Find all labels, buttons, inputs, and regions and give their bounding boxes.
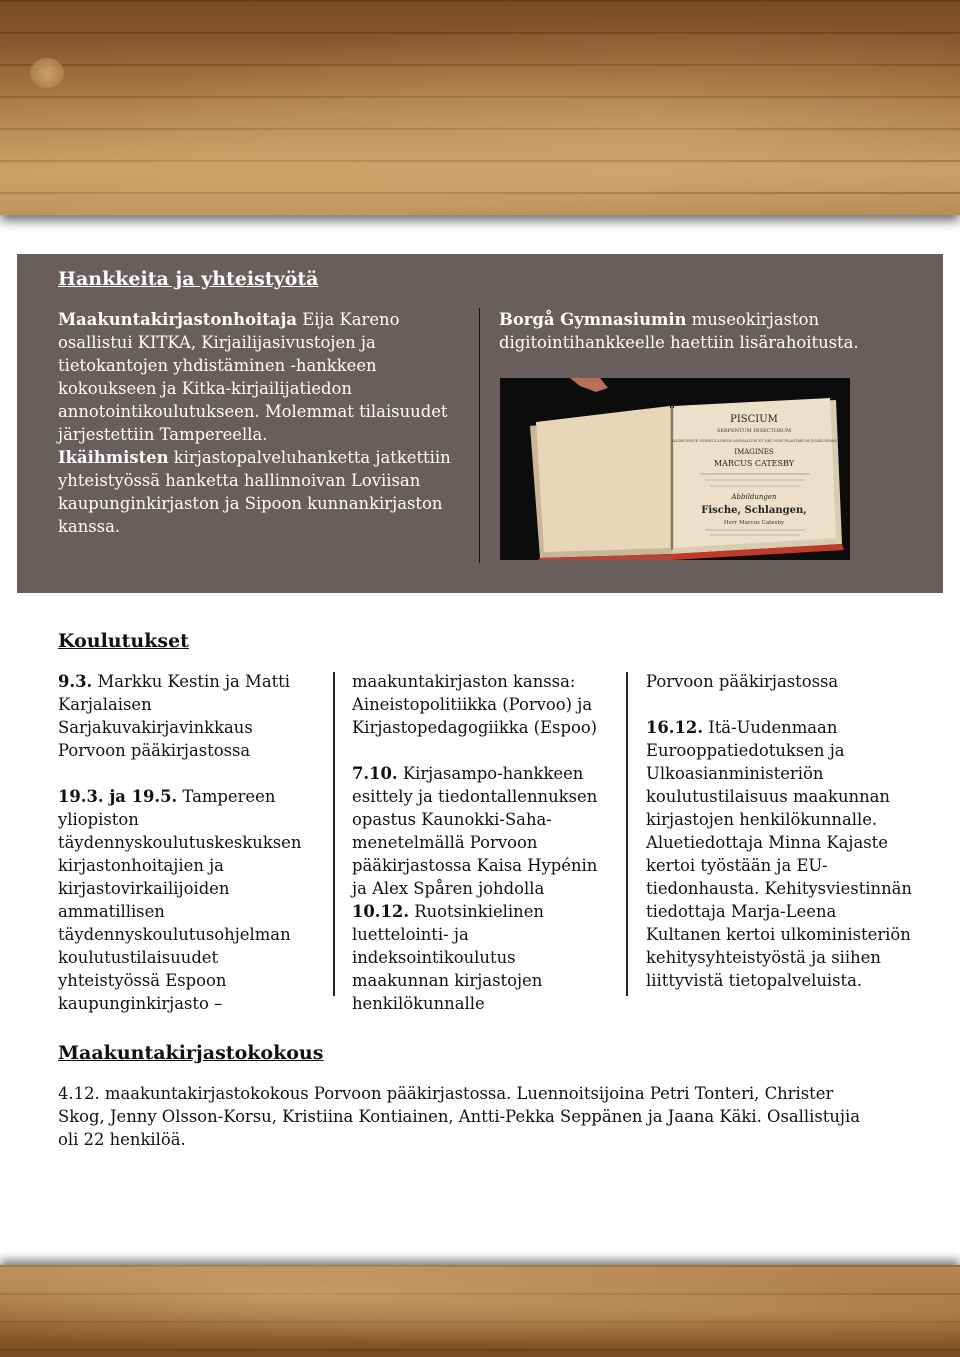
- training-entry-text: Kirjasampo-hankkeen esittely ja tiedontallennuksen opastus Kaunokki-Saha-menetelmällä Porvoon pääkirjastossa Kaisa Hypénin ja Alex Spåren johdolla: [352, 764, 598, 898]
- meeting-text: 4.12. maakuntakirjastokokous Porvoon pääkirjastossa. Luennoitsijoina Petri Tonteri, Christer Skog, Jenny Olsson-Korsu, Kristiina Kontiainen, Antti-Pekka Seppänen ja Jaana Käki. Osallistujia oli 22 henkilöä.: [58, 1084, 861, 1149]
- wood-knot: [30, 58, 64, 88]
- training-column-divider-2: [626, 672, 628, 996]
- training-entry: [58, 670, 318, 762]
- training-entry-text: Markku Kestin ja Matti Karjalaisen Sarjakuvakirjavinkkaus Porvoon pääkirjastossa: [58, 672, 291, 760]
- training-entry-date: 10.12.: [352, 902, 410, 921]
- training-entry: [58, 785, 318, 1015]
- projects-item-gymnasium: [499, 308, 919, 354]
- training-column-2: [352, 670, 617, 1015]
- training-entry: [646, 670, 916, 693]
- meeting-heading: Maakuntakirjastokokous: [58, 1042, 324, 1064]
- training-column-divider-1: [333, 672, 335, 996]
- projects-item-elderly-text: kirjastopalveluhanketta jatkettiin yhteistyössä hanketta hallinnoivan Loviisan kaupunginkirjaston ja Sipoon kunnankirjaston kanssa.: [58, 448, 451, 536]
- training-heading: Koulutukset: [58, 630, 189, 652]
- projects-item-elderly: [58, 446, 458, 538]
- book-title-line-8: Herr Marcus Catesby: [723, 520, 785, 526]
- book-title-line-4: IMAGINES: [734, 448, 774, 456]
- projects-item-kitka-lead: Maakuntakirjastonhoitaja: [58, 310, 298, 329]
- projects-item-gymnasium-lead: Borgå Gymnasiumin: [499, 310, 687, 329]
- old-book-image: [500, 378, 850, 560]
- book-title-line-5: MARCUS CATESBY: [713, 459, 795, 468]
- projects-item-elderly-lead: Ikäihmisten: [58, 448, 169, 467]
- training-entry: [352, 762, 617, 900]
- projects-item-kitka-text: Eija Kareno osallistui KITKA, Kirjailijasivustojen ja tietokantojen yhdistäminen -hankkeen kokoukseen ja Kitka-kirjailijatiedon annotointikoulutukseen. Molemmat tilaisuudet järjestettiin Tampereella.: [58, 310, 448, 444]
- projects-panel: [17, 254, 943, 593]
- book-title-line-6: Abbildungen: [731, 493, 777, 501]
- training-entry-date: 9.3.: [58, 672, 93, 691]
- training-entry-text: Itä-Uudenmaan Eurooppatiedotuksen ja Ulkoasianministeriön koulutustilaisuus maakunnan kirjastojen henkilökunnalle. Aluetiedottaja Minna Kajaste kertoi työstään ja EU-tiedonhausta. Kehitysviestinnän tiedottaja Marja-Leena Kultanen kertoi ulkoministeriön kehitysyhteistyöstä ja siihen liittyvistä tietopalveluista.: [646, 718, 912, 990]
- training-entry-date: 16.12.: [646, 718, 704, 737]
- training-entry: [352, 900, 617, 1015]
- training-entry-text: maakuntakirjaston kanssa: Aineistopolitiikka (Porvoo) ja Kirjastopedagogiikka (Espoo): [352, 672, 598, 737]
- projects-column-divider: [479, 308, 480, 563]
- book-title-line-1: PISCIUM: [730, 414, 778, 425]
- wood-header-decoration: [0, 0, 960, 215]
- projects-item-kitka: [58, 308, 458, 446]
- training-column-3: [646, 670, 916, 992]
- projects-item-gymnasium-text: museokirjaston digitointihankkeelle haettiin lisärahoitusta.: [499, 310, 859, 352]
- training-entry-text: Porvoon pääkirjastossa: [646, 672, 839, 691]
- training-entry-date: 19.3. ja 19.5.: [58, 787, 178, 806]
- old-book-photo: [500, 378, 850, 560]
- training-entry-text: Tampereen yliopiston täydennyskoulutuskeskuksen kirjastonhoitajien ja kirjastovirkailijoiden ammatillisen täydennyskoulutusohjelman koulutustilaisuudet yhteistyössä Espoon kaupunginkirjasto –: [58, 787, 302, 1013]
- wood-footer-decoration: [0, 1265, 960, 1357]
- book-title-line-7: Fische, Schlangen,: [701, 505, 807, 516]
- training-entry: [352, 670, 617, 739]
- projects-heading: Hankkeita ja yhteistyötä: [58, 268, 319, 290]
- training-column-1: [58, 670, 318, 1015]
- book-title-line-2: SERPENTUM INSECTORUM: [716, 428, 792, 434]
- training-entry-text: Ruotsinkielinen luettelointi- ja indeksointikoulutus maakunnan kirjastojen henkilökunnalle: [352, 902, 544, 1013]
- training-entry: [646, 716, 916, 992]
- training-entry-date: 7.10.: [352, 764, 398, 783]
- book-title-line-3: ALIORUMQUE NONNULLORUM ANIMALIUM ET NEC NON PLANTARUM QUARUNDAM: [671, 439, 837, 443]
